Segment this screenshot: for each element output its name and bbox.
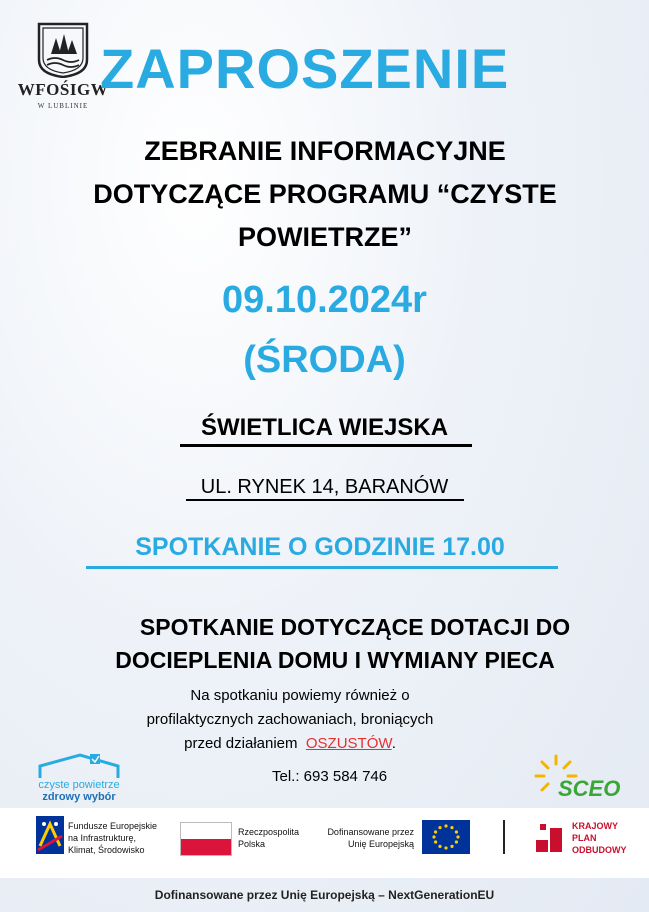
info-line-3-prefix: przed działaniem: [184, 735, 298, 752]
address-underline: [186, 499, 464, 501]
heading-line-1: ZEBRANIE INFORMACYJNE: [144, 136, 506, 166]
eu-text-line-1: Dofinansowane przez: [327, 827, 414, 837]
topic-line-1: SPOTKANIE DOTYCZĄCE DOTACJI DO: [139, 614, 571, 640]
fe-text: [68, 820, 157, 856]
topic-line-2: DOCIEPLENIA DOMU I WYMIANY PIECA: [115, 647, 555, 673]
org-subname: W LUBLINIE: [37, 102, 89, 110]
info-line-3-suffix: .: [391, 735, 396, 752]
czyste-powietrze-logo: [34, 752, 124, 802]
funders-band: [0, 808, 649, 878]
kpo-text: [572, 820, 627, 856]
footer-note: Dofinansowane przez Unię Europejską – NextGenerationEU: [154, 888, 495, 902]
venue-address: UL. RYNEK 14, BARANÓW: [200, 476, 449, 498]
meeting-time: SPOTKANIE O GODZINIE 17.00: [135, 533, 505, 561]
fe-text-line-2: na Infrastrukturę,: [68, 833, 137, 843]
cp-logo-line-1: czyste powietrze: [38, 779, 120, 791]
info-line-1: Na spotkaniu powiemy również o: [190, 687, 410, 704]
fe-text-line-1: Fundusze Europejskie: [68, 821, 158, 831]
kpo-logo-icon: [536, 820, 566, 854]
house-icon: [38, 752, 120, 780]
polish-flag-icon: [180, 822, 232, 856]
phone-number: Tel.: 693 584 746: [272, 768, 388, 785]
sceo-logo: [530, 752, 630, 808]
event-heading: [40, 130, 610, 259]
sceo-text: SCEO: [558, 776, 621, 801]
info-text: [100, 684, 550, 756]
meeting-topic: [60, 611, 649, 677]
info-line-2: profilaktycznych zachowaniach, broniących: [146, 711, 434, 728]
eu-flag-icon: [422, 820, 470, 854]
rp-text-line-1: Rzeczpospolita: [238, 827, 300, 837]
page-title: ZAPROSZENIE: [100, 37, 510, 100]
org-name: WFOŚIGW: [17, 80, 109, 99]
crest-icon: [35, 20, 91, 78]
event-date: 09.10.2024r: [222, 279, 427, 321]
rp-text-line-2: Polska: [238, 839, 266, 849]
venue-underline: [180, 444, 472, 447]
rp-text: [238, 826, 299, 850]
cp-logo-line-2: zdrowy wybór: [42, 791, 116, 803]
meeting-underline: [86, 566, 558, 569]
heading-line-3: POWIETRZE”: [238, 222, 412, 252]
event-date-block: [0, 270, 649, 390]
scam-warning: OSZUSTÓW: [305, 735, 392, 752]
fe-logo-icon: [36, 816, 64, 854]
fe-text-line-3: Klimat, Środowisko: [68, 845, 145, 855]
eu-text: [322, 826, 414, 850]
kpo-text-line-2: PLAN: [572, 833, 597, 843]
kpo-text-line-1: KRAJOWY: [572, 821, 619, 831]
event-weekday: (ŚRODA): [243, 339, 406, 381]
eu-text-line-2: Unię Europejską: [347, 839, 414, 849]
kpo-text-line-3: ODBUDOWY: [572, 845, 627, 855]
venue-name: ŚWIETLICA WIEJSKA: [200, 414, 449, 441]
funders-divider: [503, 820, 505, 854]
heading-line-2: DOTYCZĄCE PROGRAMU “CZYSTE: [93, 179, 557, 209]
